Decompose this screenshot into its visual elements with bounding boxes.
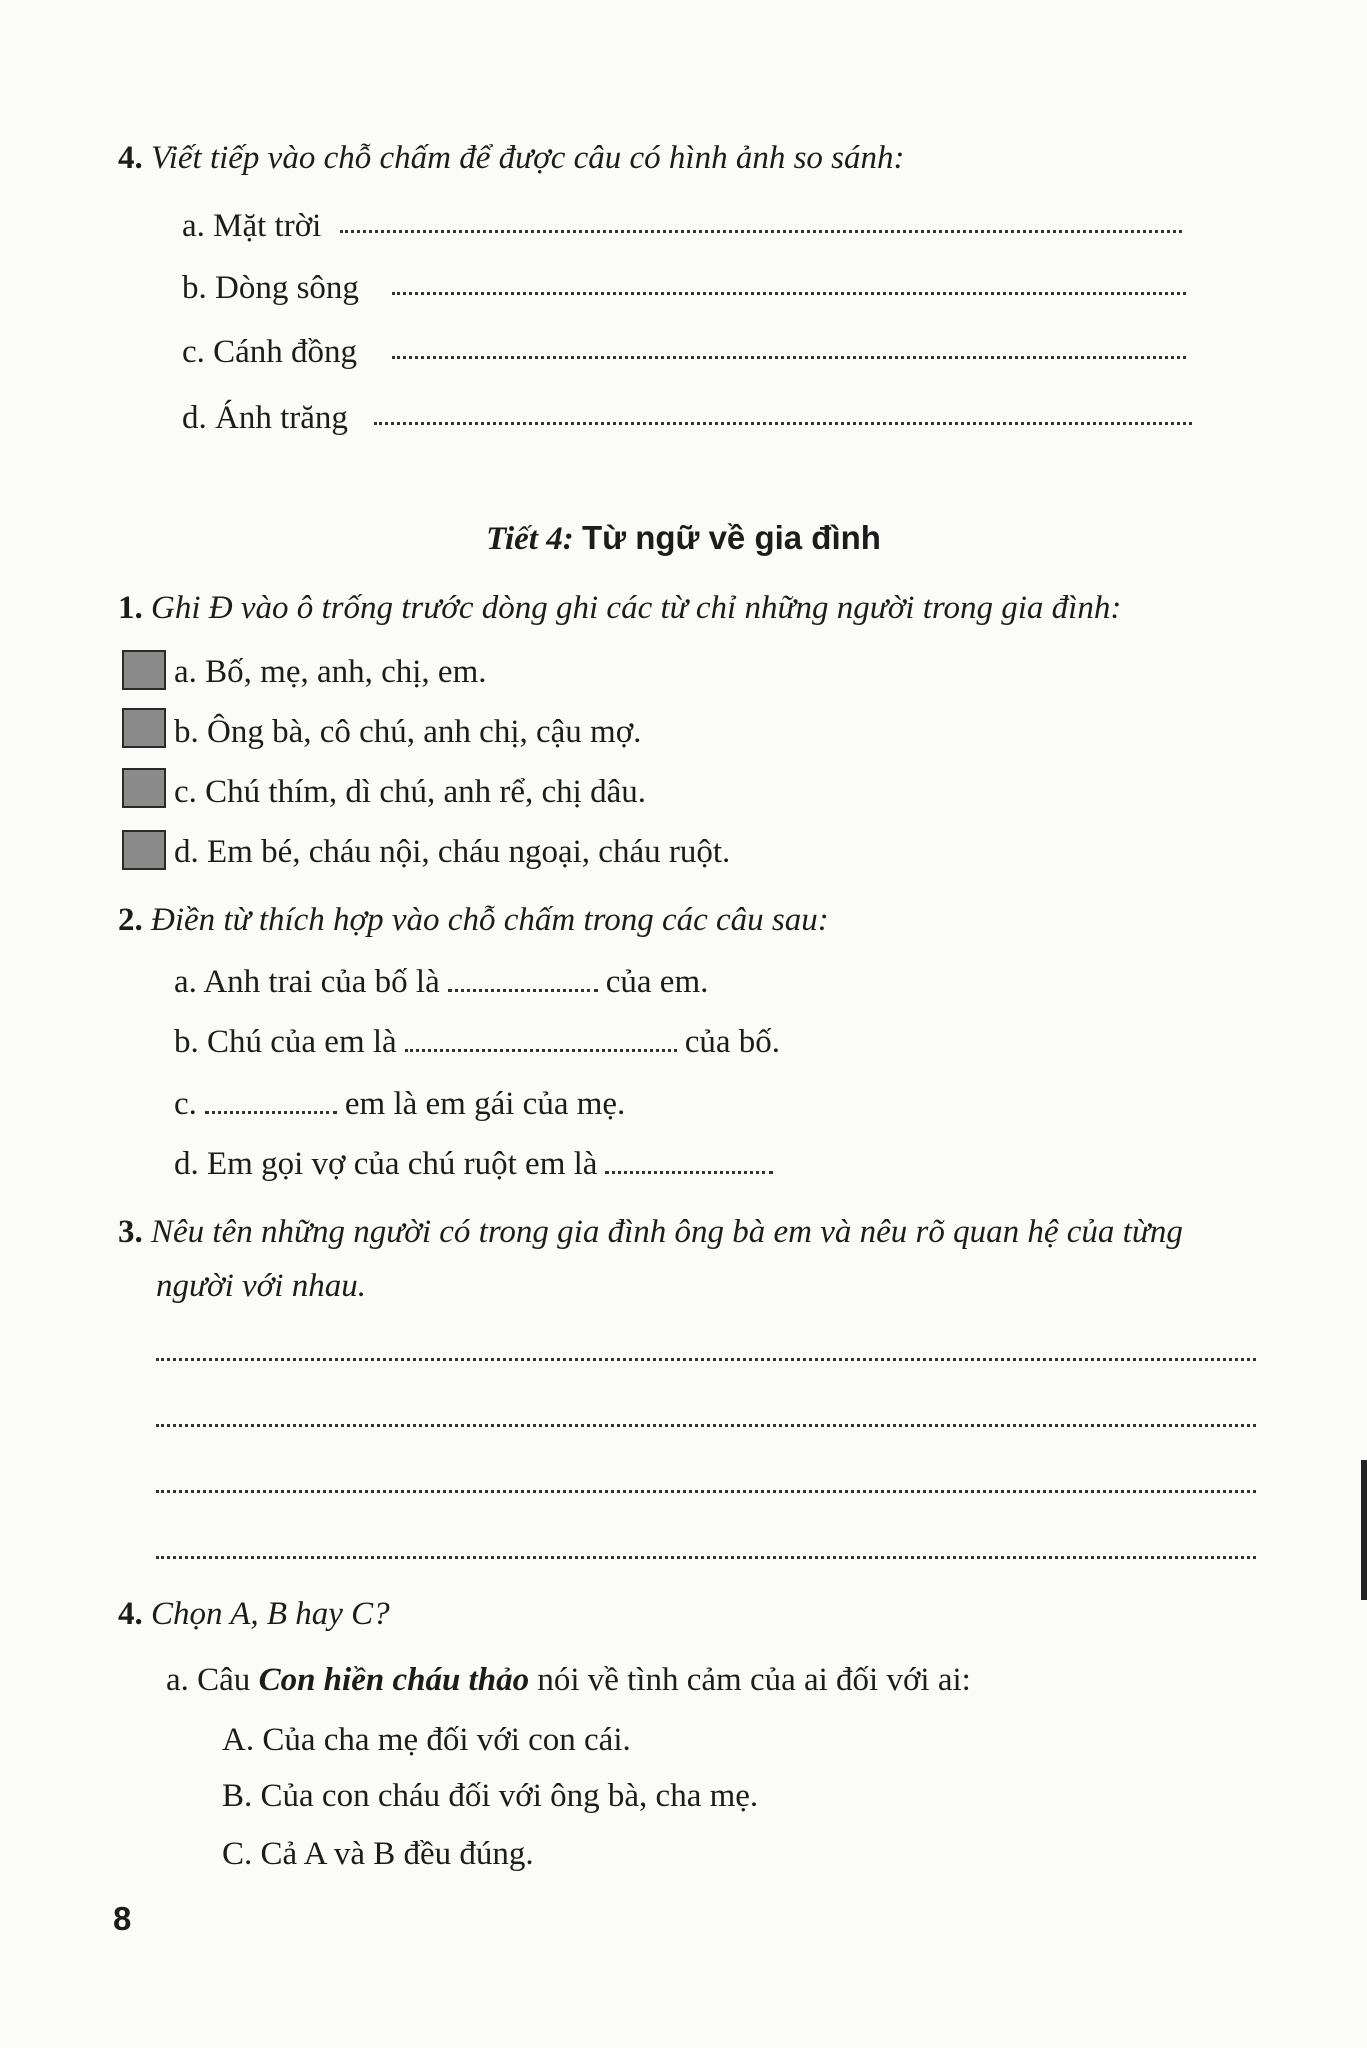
q4-a-bold: Con hiền cháu thảo	[258, 1662, 530, 1698]
answer-line[interactable]	[392, 356, 1186, 359]
q2-prompt	[118, 900, 829, 940]
q2-item-a	[174, 962, 708, 1002]
q1-number: 1.	[118, 590, 143, 626]
q2-c-post: em là em gái của mẹ.	[344, 1086, 626, 1122]
answer-line[interactable]	[156, 1556, 1256, 1559]
q4-top-number: 4.	[118, 140, 143, 176]
q4-option-c[interactable]: C. Cả A và B đều đúng.	[222, 1836, 534, 1872]
q2-item-b	[174, 1022, 780, 1062]
checkbox-b[interactable]	[122, 708, 166, 748]
checkbox-a[interactable]	[122, 650, 166, 690]
answer-line[interactable]	[392, 292, 1186, 295]
q4-top-text: Viết tiếp vào chỗ chấm để được câu có hình ảnh so sánh:	[151, 140, 905, 176]
q1-option-b: b. Ông bà, cô chú, anh chị, cậu mợ.	[174, 714, 642, 750]
q2-b-pre: b. Chú của em là	[174, 1024, 397, 1060]
answer-blank[interactable]	[448, 981, 598, 992]
q2-a-pre: a. Anh trai của bố là	[174, 964, 440, 1000]
q1-option-d: d. Em bé, cháu nội, cháu ngoại, cháu ruột.	[174, 834, 731, 870]
answer-line[interactable]	[340, 230, 1182, 233]
checkbox-d[interactable]	[122, 830, 166, 870]
q4-option-b[interactable]: B. Của con cháu đối với ông bà, cha mẹ.	[222, 1778, 759, 1814]
section-tiet: Tiết 4:	[486, 521, 574, 557]
q3-prompt-line2: người với nhau.	[156, 1268, 366, 1304]
answer-blank[interactable]	[405, 1041, 677, 1052]
q2-item-d	[174, 1144, 781, 1184]
q4-prompt	[118, 1594, 390, 1634]
q4-a-post: nói về tình cảm của ai đối với ai:	[537, 1662, 971, 1698]
q1-option-a: a. Bố, mẹ, anh, chị, em.	[174, 654, 487, 690]
section-topic: Từ ngữ về gia đình	[581, 519, 881, 556]
checkbox-c[interactable]	[122, 768, 166, 808]
q2-text: Điền từ thích hợp vào chỗ chấm trong các câu sau:	[151, 902, 829, 938]
q2-number: 2.	[118, 902, 143, 938]
q1-text: Ghi Đ vào ô trống trước dòng ghi các từ chỉ những người trong gia đình:	[151, 590, 1122, 626]
q4-top-item-b: b. Dòng sông	[182, 270, 359, 306]
answer-line[interactable]	[156, 1490, 1256, 1493]
section-heading	[0, 516, 1367, 561]
answer-line[interactable]	[156, 1424, 1256, 1427]
q4-top-item-c: c. Cánh đồng	[182, 334, 358, 370]
q2-item-c	[174, 1084, 625, 1124]
q2-a-post: của em.	[605, 964, 709, 1000]
q3-prompt-line1	[118, 1212, 1183, 1252]
answer-line[interactable]	[374, 422, 1192, 425]
q2-d-pre: d. Em gọi vợ của chú ruột em là	[174, 1146, 598, 1182]
answer-blank[interactable]	[605, 1163, 773, 1174]
q4-top-prompt	[118, 138, 905, 178]
q3-text-1: Nêu tên những người có trong gia đình ông bà em và nêu rõ quan hệ của từng	[151, 1214, 1183, 1250]
q1-option-c: c. Chú thím, dì chú, anh rể, chị dâu.	[174, 774, 646, 810]
q2-b-post: của bố.	[684, 1024, 780, 1060]
q4-a-pre: a. Câu	[166, 1662, 251, 1698]
answer-line[interactable]	[156, 1358, 1256, 1361]
q1-prompt	[118, 588, 1121, 628]
q2-c-pre: c.	[174, 1086, 197, 1122]
q4-item-a	[166, 1660, 971, 1700]
q4-text: Chọn A, B hay C?	[151, 1596, 390, 1632]
q4-option-a[interactable]: A. Của cha mẹ đối với con cái.	[222, 1722, 631, 1758]
page-number: 8	[113, 1900, 132, 1937]
q3-number: 3.	[118, 1214, 143, 1250]
q4-number: 4.	[118, 1596, 143, 1632]
answer-blank[interactable]	[205, 1103, 337, 1114]
page-edge-mark	[1361, 1460, 1367, 1600]
q4-top-item-a: a. Mặt trời	[182, 208, 322, 244]
q4-top-item-d: d. Ánh trăng	[182, 400, 348, 436]
